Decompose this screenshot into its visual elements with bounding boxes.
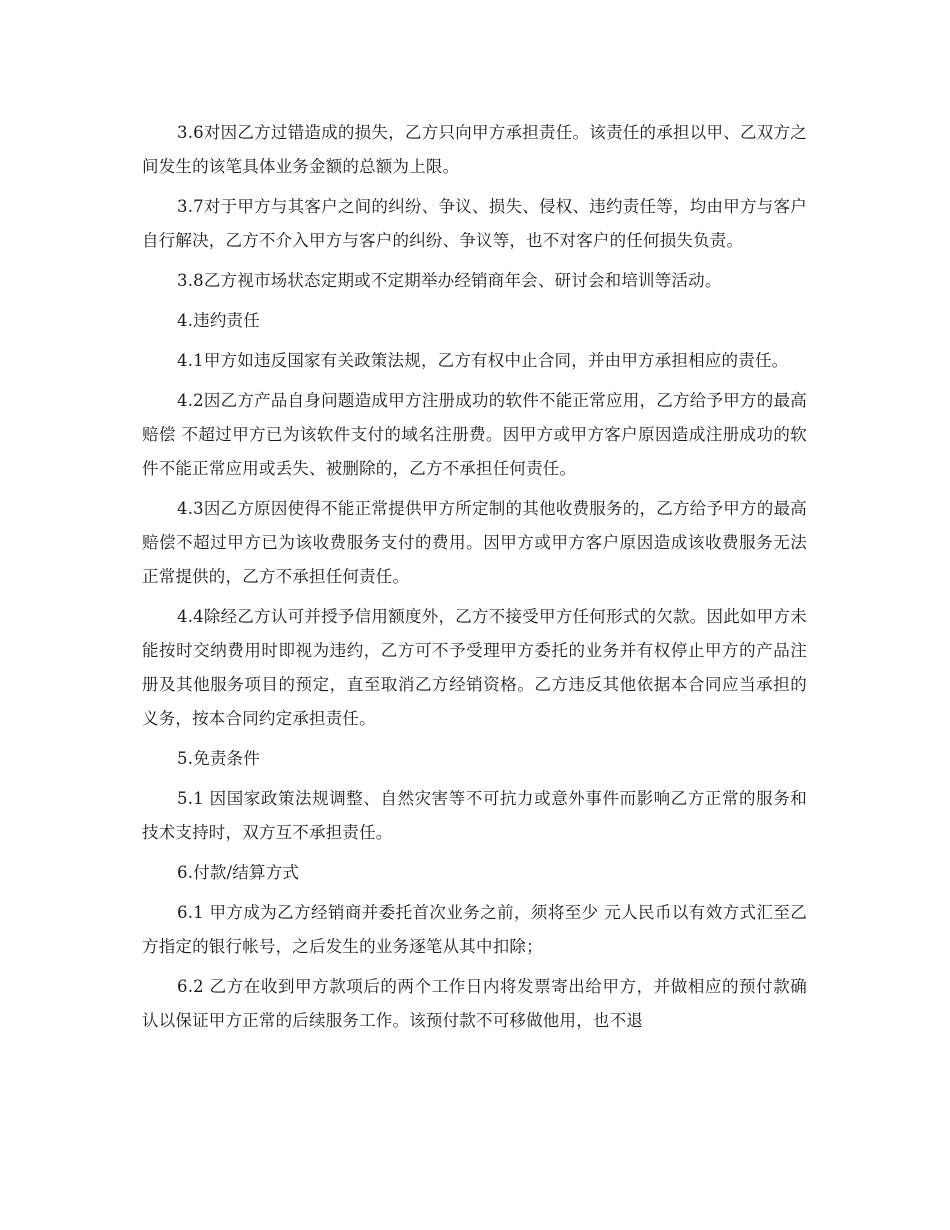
clause-5-1: 5.1 因国家政策法规调整、自然灾害等不可抗力或意外事件而影响乙方正常的服务和技术支持时，双方互不承担责任。	[142, 789, 807, 842]
clause-4-1: 4.1甲方如违反国家有关政策法规，乙方有权中止合同，并由甲方承担相应的责任。	[177, 351, 789, 370]
clause-6-1: 6.1 甲方成为乙方经销商并委托首次业务之前，须将至少 元人民币以有效方式汇至乙方指定的银行帐号，之后发生的业务逐笔从其中扣除；	[142, 903, 807, 956]
section-heading-6: 6.付款/结算方式	[177, 863, 300, 882]
section-heading-4: 4.违约责任	[177, 311, 260, 330]
document-body	[142, 116, 807, 1044]
clause-6-2: 6.2 乙方在收到甲方款项后的两个工作日内将发票寄出给甲方，并做相应的预付款确认以保证甲方正常的后续服务工作。该预付款不可移做他用，也不退	[142, 977, 807, 1030]
clause-3-8: 3.8乙方视市场状态定期或不定期举办经销商年会、研讨会和培训等活动。	[177, 271, 722, 290]
clause-3-6: 3.6对因乙方过错造成的损失，乙方只向甲方承担责任。该责任的承担以甲、乙双方之间发生的该笔具体业务金额的总额为上限。	[142, 123, 807, 176]
clause-4-4: 4.4除经乙方认可并授予信用额度外，乙方不接受甲方任何形式的欠款。因此如甲方未能按时交纳费用时即视为违约，乙方可不予受理甲方委托的业务并有权停止甲方的产品注册及其他服务项目的预定，直至取消乙方经销资格。乙方违反其他依据本合同应当承担的义务，按本合同约定承担责任。	[142, 607, 807, 728]
clause-3-7: 3.7对于甲方与其客户之间的纠纷、争议、损失、侵权、违约责任等，均由甲方与客户自行解决，乙方不介入甲方与客户的纠纷、争议等，也不对客户的任何损失负责。	[142, 197, 807, 250]
clause-4-2: 4.2因乙方产品自身问题造成甲方注册成功的软件不能正常应用，乙方给予甲方的最高赔偿 不超过甲方已为该软件支付的域名注册费。因甲方或甲方客户原因造成注册成功的软件不能正常应用或丢失、被删除的，乙方不承担任何责任。	[142, 391, 807, 478]
clause-4-3: 4.3因乙方原因使得不能正常提供甲方所定制的其他收费服务的，乙方给予甲方的最高赔偿不超过甲方已为该收费服务支付的费用。因甲方或甲方客户原因造成该收费服务无法正常提供的，乙方不承担任何责任。	[142, 499, 807, 586]
section-heading-5: 5.免责条件	[177, 749, 260, 768]
